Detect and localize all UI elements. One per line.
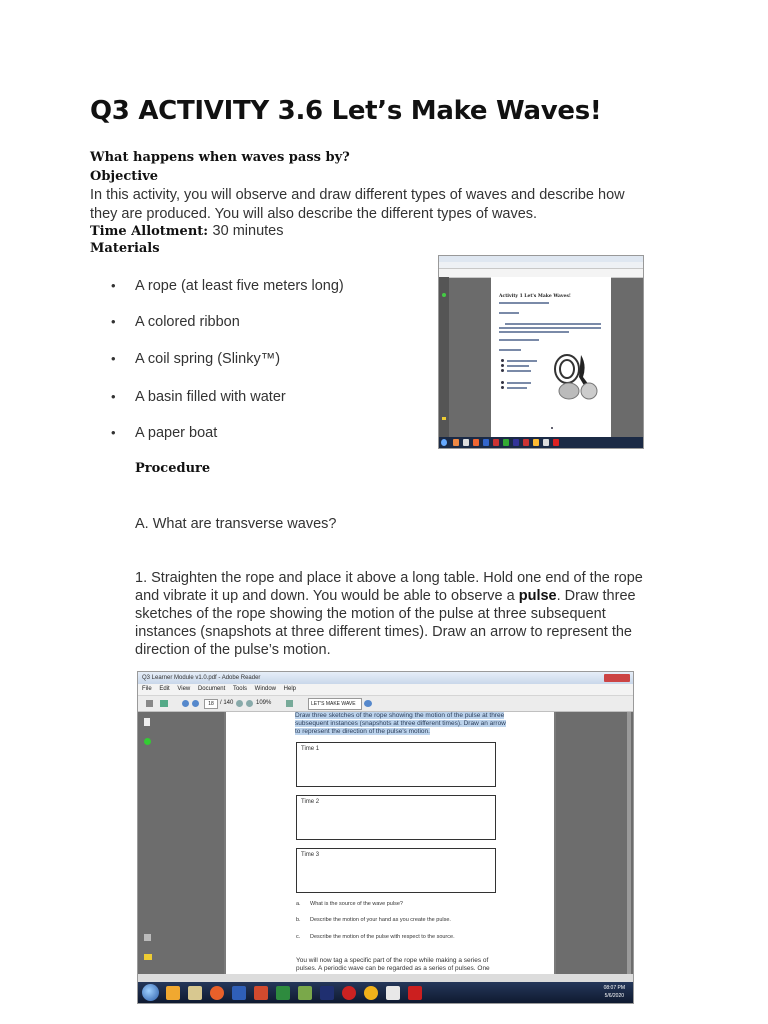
chrome-icon[interactable] xyxy=(364,986,378,1000)
step-1-line5: direction of the pulse’s motion. xyxy=(135,642,331,658)
bottom-paragraph xyxy=(296,957,490,973)
procedure-label: Procedure xyxy=(135,461,211,476)
thumb-document-page xyxy=(491,277,611,437)
question-b xyxy=(296,917,451,923)
time-allotment-value: 30 minutes xyxy=(212,223,284,239)
publisher-icon[interactable] xyxy=(298,986,312,1000)
time-allotment-label: Time Allotment: xyxy=(90,224,209,239)
firefox-icon[interactable] xyxy=(210,986,224,1000)
zoom-out-icon[interactable] xyxy=(236,700,243,707)
powerpoint-icon[interactable] xyxy=(254,986,268,1000)
thumb-menubar xyxy=(439,262,643,269)
bottom-line: You will now tag a specific part of the rope while making a series of xyxy=(296,957,489,964)
highlight-line: to represent the direction of the pulse's motion. xyxy=(295,728,430,735)
menu-edit[interactable]: Edit xyxy=(159,686,170,692)
clock-date: 5/6/2020 xyxy=(604,993,625,999)
time-allotment xyxy=(90,222,283,240)
folder-icon[interactable] xyxy=(188,986,202,1000)
adobe-reader-screenshot xyxy=(137,671,634,1004)
bookmarks-icon[interactable] xyxy=(144,738,151,745)
objective-label: Objective xyxy=(90,169,159,184)
excel-icon[interactable] xyxy=(276,986,290,1000)
time-3-box xyxy=(296,848,496,893)
guide-question: What happens when waves pass by? xyxy=(90,150,350,165)
print-icon[interactable] xyxy=(146,700,153,707)
list-item: • A colored ribbon xyxy=(135,314,240,330)
page-number-input[interactable]: 18 xyxy=(204,699,218,709)
fit-page-icon[interactable] xyxy=(286,700,293,707)
highlight-line: subsequent instances (snapshots at three different times). Draw an arrow xyxy=(295,720,506,727)
find-next-icon[interactable] xyxy=(364,700,372,707)
thumb-sidepanel xyxy=(439,277,449,437)
collaborate-icon[interactable] xyxy=(160,700,168,707)
objective-text-line2: they are produced. You will also describe the different types of waves. xyxy=(90,206,538,222)
attachments-icon[interactable] xyxy=(144,934,151,941)
acrobat-icon[interactable] xyxy=(408,986,422,1000)
list-item: • A coil spring (Slinky™) xyxy=(135,351,280,367)
step-1-line2-start: and vibrate it up and down. You would be able to observe a xyxy=(135,588,519,604)
zoom-level[interactable]: 109% xyxy=(256,700,272,706)
list-item: • A basin filled with water xyxy=(135,389,286,405)
previous-page-icon[interactable] xyxy=(182,700,189,707)
zoom-in-icon[interactable] xyxy=(246,700,253,707)
list-item: • A paper boat xyxy=(135,425,217,441)
photoshop-icon[interactable] xyxy=(320,986,334,1000)
time-1-box xyxy=(296,742,496,787)
right-gray-area xyxy=(556,712,633,974)
next-page-icon[interactable] xyxy=(192,700,199,707)
time-2-label: Time 2 xyxy=(301,799,320,805)
step-1-line2 xyxy=(135,587,636,605)
question-c xyxy=(296,934,455,940)
question-letter: a. xyxy=(296,901,301,907)
step-1-line3: sketches of the rope showing the motion of the pulse at three subsequent xyxy=(135,606,606,622)
find-input[interactable]: LET'S MAKE WAVE xyxy=(308,698,362,710)
time-2-box xyxy=(296,795,496,840)
materials-label: Materials xyxy=(90,241,160,256)
menu-document[interactable]: Document xyxy=(197,686,226,692)
window-controls-icon[interactable] xyxy=(604,674,630,682)
menu-help[interactable]: Help xyxy=(283,686,297,692)
system-clock[interactable] xyxy=(604,984,625,1000)
highlight-line: Draw three sketches of the rope showing the motion of the pulse at three xyxy=(295,712,505,719)
navigation-panel xyxy=(138,712,224,974)
menu-bar xyxy=(138,684,633,696)
window-title: Q3 Learner Module v1.0.pdf - Adobe Reader xyxy=(142,675,261,681)
step-1-line2-end: . Draw three xyxy=(556,588,636,604)
page-title: Q3 ACTIVITY 3.6 Let’s Make Waves! xyxy=(90,96,602,126)
scrollbar[interactable] xyxy=(627,712,631,974)
thumb-heading: Activity 1 Let's Make Waves! xyxy=(499,294,571,299)
question-letter: b. xyxy=(296,917,301,923)
bottom-line: pulses. A periodic wave can be regarded as a series of pulses. One xyxy=(296,965,490,972)
time-1-label: Time 1 xyxy=(301,746,320,752)
media-icon[interactable] xyxy=(166,986,180,1000)
thumb-taskbar xyxy=(439,437,643,448)
page-total: / 140 xyxy=(220,700,234,706)
keyboard-icon[interactable] xyxy=(386,986,400,1000)
step-1-line4: instances (snapshots at three different times). Draw an arrow to represent the xyxy=(135,624,633,640)
windows-taskbar xyxy=(138,982,633,1003)
pages-icon[interactable] xyxy=(144,718,150,726)
menu-view[interactable]: View xyxy=(177,686,191,692)
step-1-line1: 1. Straighten the rope and place it above a long table. Hold one end of the rope xyxy=(135,570,643,586)
highlighted-text xyxy=(295,712,506,736)
word-icon[interactable] xyxy=(232,986,246,1000)
menu-window[interactable]: Window xyxy=(254,686,276,692)
list-item: • A rope (at least five meters long) xyxy=(135,278,344,294)
question-text: Describe the motion of your hand as you create the pulse. xyxy=(310,917,451,923)
question-text: Describe the motion of the pulse with respect to the source. xyxy=(310,934,455,940)
objective-text-line1: In this activity, you will observe and draw different types of waves and describe how xyxy=(90,187,625,203)
window-titlebar xyxy=(138,672,633,684)
clock-time: 08:07 PM xyxy=(603,985,625,991)
question-letter: c. xyxy=(296,934,301,940)
question-a xyxy=(296,901,403,907)
time-3-label: Time 3 xyxy=(301,852,320,858)
question-text: What is the source of the wave pulse? xyxy=(310,901,403,907)
pulse-term: pulse xyxy=(518,588,557,604)
start-button-icon[interactable] xyxy=(142,984,159,1001)
app-icon[interactable] xyxy=(342,986,356,1000)
rope-and-slinky-illustration xyxy=(551,351,603,401)
reference-thumbnail-image xyxy=(438,255,644,449)
reader-toolbar xyxy=(138,696,633,712)
menu-tools[interactable]: Tools xyxy=(232,686,247,692)
status-bar xyxy=(138,974,633,982)
document-page xyxy=(226,712,554,974)
menu-file[interactable]: File xyxy=(142,686,152,692)
comments-icon[interactable] xyxy=(144,954,152,960)
section-a-heading: A. What are transverse waves? xyxy=(135,516,337,532)
